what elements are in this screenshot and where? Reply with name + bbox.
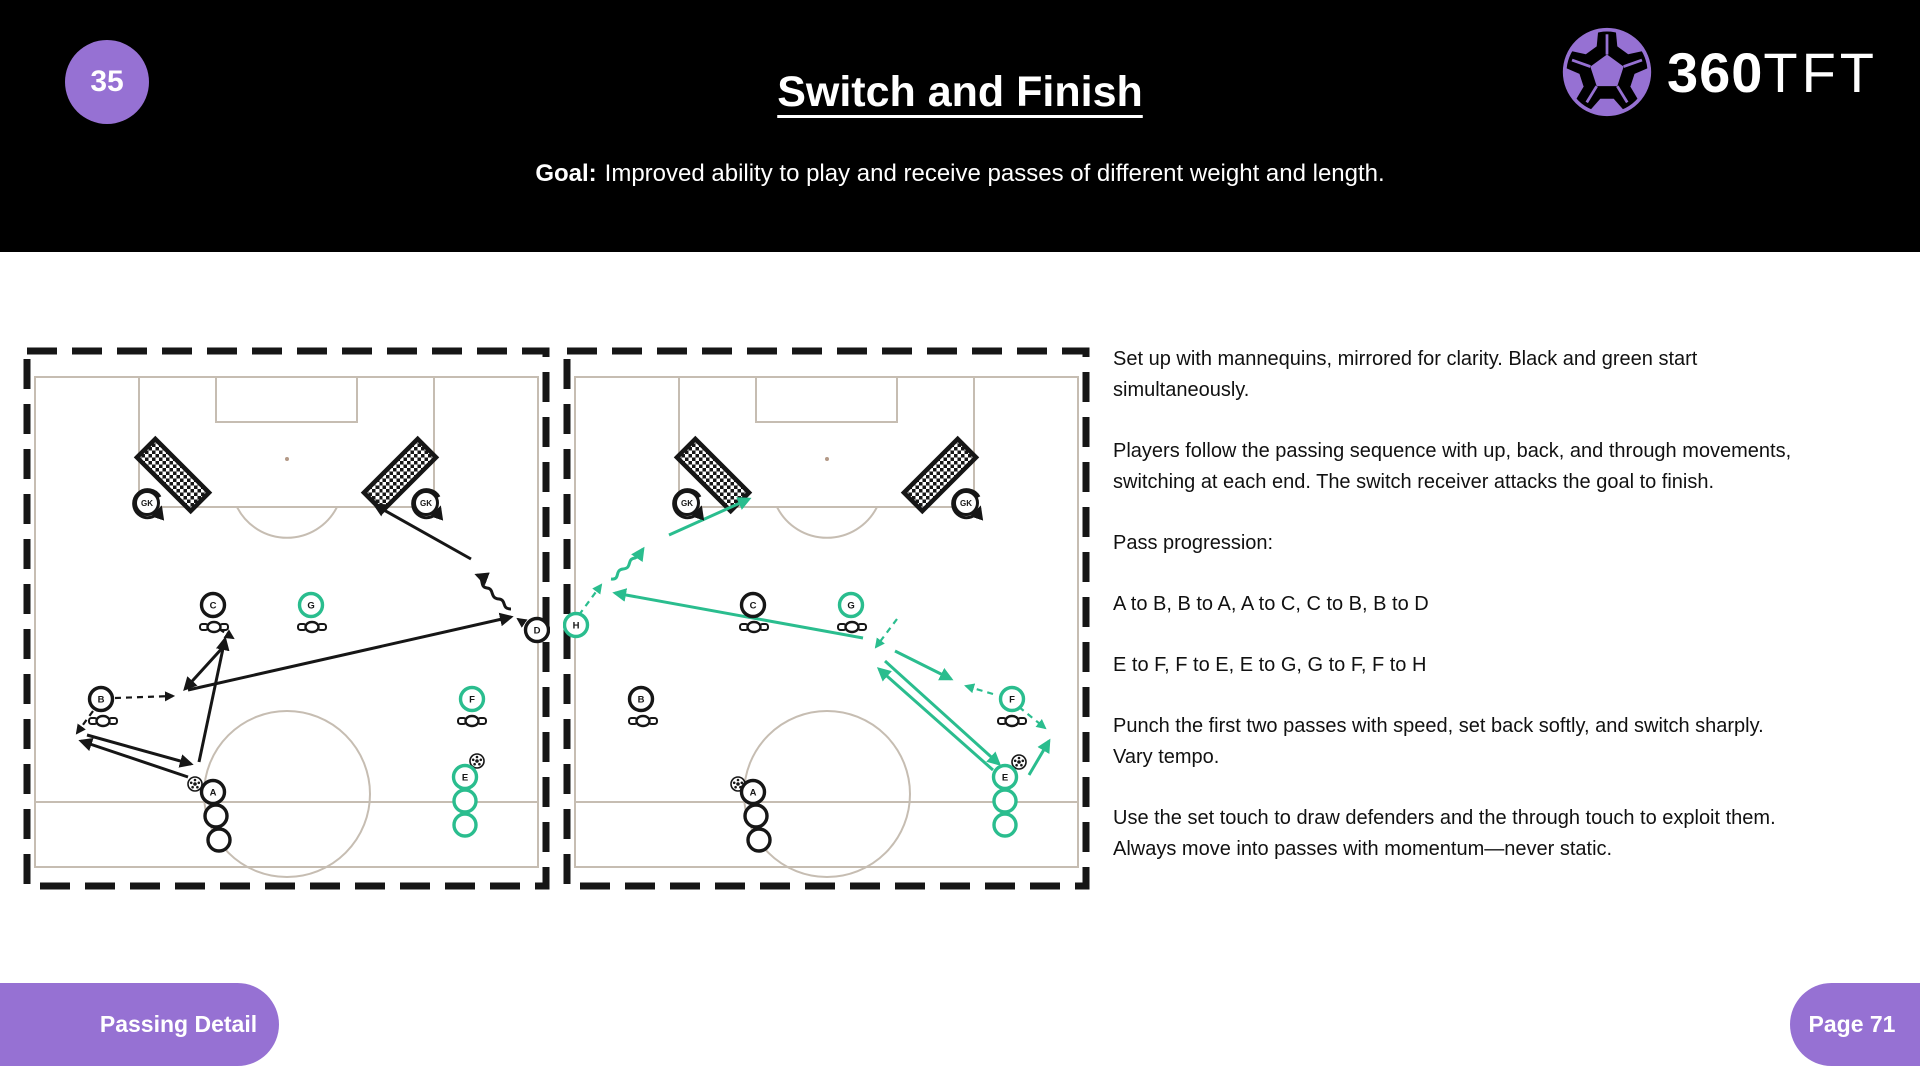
player-F bbox=[461, 688, 484, 711]
queue-player bbox=[745, 805, 767, 827]
note-paragraph: Use the set touch to draw defenders and the through touch to exploit them. Always move into passes with momentum—never static. bbox=[1113, 807, 1776, 860]
soccer-ball-icon bbox=[1561, 26, 1653, 118]
queue-player bbox=[208, 829, 230, 851]
goalkeeper-left bbox=[134, 490, 161, 518]
svg-text:D: D bbox=[533, 625, 541, 637]
player-E bbox=[994, 766, 1017, 789]
svg-text:B: B bbox=[637, 694, 645, 706]
goalkeeper-right bbox=[413, 490, 440, 518]
queue-player bbox=[994, 790, 1016, 812]
queue-player bbox=[205, 805, 227, 827]
note-paragraph: Punch the first two passes with speed, set back softly, and switch sharply. Vary tempo. bbox=[1113, 715, 1764, 768]
note-paragraph: Set up with mannequins, mirrored for clarity. Black and green start simultaneously. bbox=[1113, 348, 1698, 401]
svg-text:A: A bbox=[209, 787, 217, 799]
header-bar bbox=[0, 0, 1920, 252]
penalty-spot bbox=[825, 457, 829, 461]
player-A bbox=[202, 781, 225, 804]
svg-text:H: H bbox=[572, 620, 580, 632]
coaching-notes bbox=[1113, 344, 1903, 895]
note-paragraph: Pass progression: bbox=[1113, 532, 1274, 554]
note-paragraph: Players follow the passing sequence with up, back, and through movements, switching at each end. The switch receiver attacks the goal to finish. bbox=[1113, 440, 1792, 493]
penalty-spot bbox=[285, 457, 289, 461]
page-number-pill: Page 71 bbox=[1790, 983, 1920, 1066]
goalkeeper-left bbox=[674, 490, 701, 518]
svg-text:GK: GK bbox=[681, 499, 693, 508]
goalkeeper-right bbox=[953, 490, 980, 518]
ball-icon-E bbox=[1012, 755, 1026, 769]
svg-text:A: A bbox=[749, 787, 757, 799]
svg-text:E: E bbox=[461, 772, 469, 784]
svg-text:C: C bbox=[209, 600, 217, 612]
queue-player bbox=[748, 829, 770, 851]
player-G bbox=[300, 594, 323, 617]
svg-text:GK: GK bbox=[420, 499, 432, 508]
svg-text:G: G bbox=[307, 600, 315, 612]
note-paragraph: E to F, F to E, E to G, G to F, F to H bbox=[1113, 654, 1427, 676]
svg-text:G: G bbox=[847, 600, 855, 612]
queue-player bbox=[454, 814, 476, 836]
player-B bbox=[630, 688, 653, 711]
player-E bbox=[454, 766, 477, 789]
goal-text: Improved ability to play and receive passes of different weight and length. bbox=[604, 160, 1385, 187]
brand-wordmark: 360 TFT bbox=[1666, 40, 1878, 104]
queue-player bbox=[994, 814, 1016, 836]
page-title: Switch and Finish bbox=[777, 68, 1143, 116]
player-H bbox=[565, 614, 588, 637]
player-C bbox=[742, 594, 765, 617]
note-paragraph: A to B, B to A, A to C, C to B, B to D bbox=[1113, 593, 1429, 615]
svg-text:GK: GK bbox=[960, 499, 972, 508]
player-G bbox=[840, 594, 863, 617]
svg-text:GK: GK bbox=[141, 499, 153, 508]
svg-text:E: E bbox=[1001, 772, 1009, 784]
goal-subtitle bbox=[0, 160, 1920, 188]
pitch-diagram-right bbox=[563, 347, 1090, 890]
brand-logo bbox=[1561, 26, 1878, 118]
queue-player bbox=[454, 790, 476, 812]
svg-text:F: F bbox=[469, 694, 475, 706]
category-pill: Passing Detail bbox=[0, 983, 279, 1066]
goal-label: Goal: bbox=[535, 160, 597, 187]
svg-text:B: B bbox=[97, 694, 105, 706]
svg-text:F: F bbox=[1009, 694, 1015, 706]
player-F bbox=[1001, 688, 1024, 711]
drill-number-badge: 35 bbox=[65, 40, 149, 124]
player-B bbox=[90, 688, 113, 711]
player-C bbox=[202, 594, 225, 617]
ball-icon-A bbox=[188, 777, 202, 791]
pitch-diagram-left bbox=[23, 347, 550, 890]
player-D bbox=[526, 619, 549, 642]
player-A bbox=[742, 781, 765, 804]
svg-text:C: C bbox=[749, 600, 757, 612]
